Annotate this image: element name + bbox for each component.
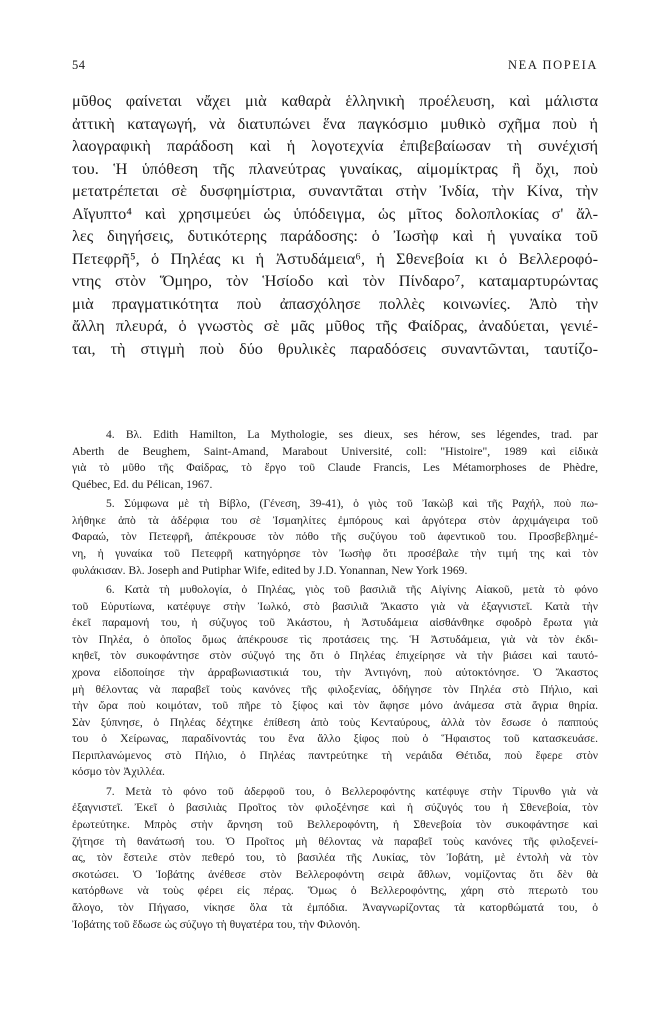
body-line: μιὰ πραγματικότητα ποὺ ἀπασχόλησε πολλὲς κοινωνίες. Ἀπὸ τὴν (72, 293, 598, 313)
body-line: ντης στὸν Ὅμηρο, τὸν Ἡσίοδο καὶ τὸν Πίνδαρο⁷, καταμαρτυρώντας (72, 271, 598, 290)
footnote-line: 7. Μετὰ τὸ φόνο τοῦ ἀδερφοῦ του, ὁ Βελλεροφόντης κατέφυγε στὴν Τίρυνθο γιὰ νὰ (106, 784, 598, 798)
footnote-line: κηθεῖ, τὸν συκοφάντησε στὸν σύζυγό της ὅτι ὁ Πηλέας ἐπιχείρησε νὰ τὴν βιάσει καὶ ταυτό- (72, 649, 598, 663)
footnote-5 (72, 496, 598, 579)
footnote-line: Aberth de Beughem, Saint-Amand, Marabout Université, coll: "Histoire", 1989 καὶ εἰδικὰ (72, 444, 598, 458)
body-line: μῦθος φαίνεται νἄχει μιὰ καθαρὰ ἑλληνικὴ προέλευση, καὶ μάλιστα (72, 91, 598, 110)
footnote-line: Québec, Ed. du Pélican, 1967. (72, 477, 213, 491)
footnote-line: ας, τὸν ἔστειλε στὸν πεθερό του, τὸ βασιλέα τῆς Λυκίας, τὸν Ἰοβάτη, μὲ ἐντολὴ νὰ τὸν (72, 851, 598, 865)
footnote-line: Φαραώ, τὸν Πετεφρῆ, ἀπέκρουσε τὸν πόθο τῆς συζύγου τοῦ ἀφεντικοῦ του. Προσβεβλημέ- (72, 530, 598, 544)
body-line: Αἴγυπτο⁴ καὶ χρησιμεύει ὡς ὑπόδειγμα, ὡς μῖτος δολοπλοκίας σ' ἄλ- (72, 203, 598, 223)
footnote-line: φυλάκισαν. Βλ. Joseph and Putiphar Wife, edited by J.D. Yonannan, New York 1969. (72, 563, 468, 577)
footnote-line: Περιπλανώμενος στὸ Πήλιο, ὁ Πηλέας παντρεύτηκε τὴ νεράιδα Θέτιδα, ποὺ ἔφερε στὸν (72, 748, 598, 762)
footnote-line: τὸν Πηλέα, ὁ ὁποῖος ὅμως ἀπέκρουσε τὶς προτάσεις της. Ἡ Ἀστυδάμεια, γιὰ νὰ τὸν ἐκδι- (72, 632, 598, 646)
body-paragraph (72, 90, 598, 360)
footnote-7 (72, 784, 598, 933)
footnote-line: ἄλογο, τὸν Πήγασο, νίκησε ὅλα τὰ ἐμπόδια. Ἀναγνωρίζοντας τὰ κατορθώματά του, ὁ (72, 901, 598, 915)
page-header (72, 58, 598, 73)
footnote-line: μὴ θέλοντας νὰ παραβεῖ τοὺς κανόνες τῆς φιλοξενίας, ὁδήγησε τὸν Πηλέα στὸ Πήλιο, καὶ (72, 682, 598, 696)
body-line: Πετεφρῆ⁵, ὁ Πηλέας κι ἡ Ἀστυδάμεια⁶, ἡ Σθενεβοία κι ὁ Βελλεροφό- (72, 248, 598, 268)
footnote-line: 6. Κατὰ τὴ μυθολογία, ὁ Πηλέας, γιὸς τοῦ βασιλιᾶ τῆς Αἰγίνης Αἰακοῦ, μετὰ τὸ φόνο (106, 582, 598, 596)
footnote-line: 4. Βλ. Edith Hamilton, La Mythologie, ses dieux, ses hérow, ses légendes, trad. par (106, 428, 598, 441)
footnote-line: τοῦ Εὐρυτίωνα, κατέφυγε στὴν Ἰωλκό, στὸ βασιλιᾶ Ἄκαστο γιὰ νὰ ἐξαγνιστεῖ. Κατὰ τὴν (72, 599, 598, 613)
body-line: ἄλλη πλευρά, ὁ γνωστὸς σὲ μᾶς μῦθος τῆς Φαίδρας, ἀναδύεται, γενιέ- (72, 316, 598, 335)
footnotes (72, 427, 598, 936)
footnote-line: λήθηκε ἀπὸ τὰ ἀδέρφια του σὲ Ἰσμαηλίτες ἐμπόρους καὶ ἀργότερα στὸν ἀρχιμάγειρα τοῦ (72, 513, 598, 527)
footnote-line: κόσμο τὸν Ἀχιλλέα. (72, 765, 165, 779)
footnote-line: ἐξαγνιστεῖ. Ἐκεῖ ὁ βασιλιὰς Προῖτος τὸν φιλοξένησε καὶ ἡ σύζυγός του ἡ Σθενεβοία, τὸν (72, 801, 598, 815)
footnote-line: Σὰν ξύπνησε, ὁ Πηλέας δέχτηκε ἐπίθεση ἀπὸ τοὺς Κενταύρους, ἀλλὰ τὸν ἔσωσε ὁ παππούς (72, 715, 598, 729)
footnote-line: νη, ἡ γυναίκα τοῦ Πετεφρῆ κατηγόρησε τὸν Ἰωσὴφ ὅτι προσέβαλε τὴν τιμή της καὶ τὸν (72, 546, 598, 560)
footnote-line: Ἰοβάτης τοῦ ἔδωσε ὡς σύζυγο τὴ θυγατέρα του, τὴν Φιλονόη. (72, 917, 361, 931)
body-line: λαογραφικὴ παράδοση καὶ ἡ λογοτεχνία ἐπιβεβαίωσαν τὴ συνέχισή (72, 136, 598, 155)
footnote-line: τὴν ὥρα ποὺ κοιμόταν, τοῦ πῆρε τὸ ξίφος καὶ τὸν ἄφησε μόνο ἀνάμεσα στὰ ἄγρια θηρία. (72, 699, 598, 713)
footnote-line: κατόρθωνε νὰ τοὺς φέρει εἰς πέρας. Ὅμως ὁ Βελλεροφόντης, χάρη στὸ πτερωτὸ του (72, 884, 598, 898)
body-line: λες διηγήσεις, δυτικότερης παράδοσης: ὁ Ἰωσὴφ καὶ ἡ γυναίκα τοῦ (72, 226, 598, 245)
footnote-line: γιὰ τὸ μῦθο τῆς Φαίδρας, τὸ ἔργο τοῦ Claude Francis, Les Métamorphoses de Phèdre, (72, 461, 598, 475)
journal-title: ΝΕΑ ΠΟΡΕΙΑ (508, 58, 598, 72)
footnote-4 (72, 427, 598, 493)
body-line: ἀττικὴ καταγωγή, νὰ διατυπώνει ἕνα παγκόσμιο μυθικὸ σχῆμα ποὺ ἡ (72, 113, 598, 133)
footnote-line: ζήτησε τὴ θανάτωσή του. Ὁ Προῖτος μὴ θέλοντας νὰ παραβεῖ τοὺς κανόνες τῆς φιλοξενεί- (72, 834, 598, 848)
body-line: μετατρέπεται σὲ δυσφημίστρια, συναντᾶται στὴν Ἰνδία, τὴν Κίνα, τὴν (72, 181, 598, 200)
footnote-line: ἐκεῖ παραμονή του, ἡ σύζυγος τοῦ Ἀκάστου, ἡ Ἀστυδάμεια αἰσθάνθηκε σφοδρὸ ἔρωτα γιὰ (72, 616, 598, 630)
body-line: ται, τὴ στιγμὴ ποὺ δύο θρυλικὲς παραδόσεις συναντῶνται, ταυτίζο- (72, 338, 598, 358)
footnote-line: ἐρωτεύτηκε. Μπρὸς στὴν ἄρνηση τοῦ Βελλεροφόντη, ἡ Σθενεβοία τὸν συκοφάντησε καὶ (72, 818, 598, 832)
footnote-line: σκοτώσει. Ὁ Ἰοβάτης ἀνέθεσε στὸν Βελλεροφόντη σειρὰ ἄθλων, νομίζοντας ὅτι δὲν θὰ (72, 867, 598, 881)
body-line: του. Ἡ ὑπόθεση τῆς πλανεύτρας γυναίκας, αἱμομίκτρας ἢ ὄχι, ποὺ (72, 158, 598, 178)
footnote-line: χρονα εἰδοποίησε τὴν ἀρραβωνιαστικιά του, τὴν Ἀντιγόνη, ποὺ αὐτοκτόνησε. Ὁ Ἄκαστος (72, 665, 598, 679)
page-number: 54 (72, 58, 86, 72)
footnote-line: 5. Σύμφωνα μὲ τὴ Βίβλο, (Γένεση, 39-41), ὁ γιὸς τοῦ Ἰακὼβ καὶ τῆς Ραχήλ, ποὺ πω- (106, 497, 598, 511)
footnote-line: του ὁ Χείρωνας, παραδίνοντάς του ἕνα ἄλλο ξίφος ποὺ ὁ Ἥφαιστος τοῦ κατασκευάσε. (72, 732, 598, 746)
footnote-6 (72, 582, 598, 781)
